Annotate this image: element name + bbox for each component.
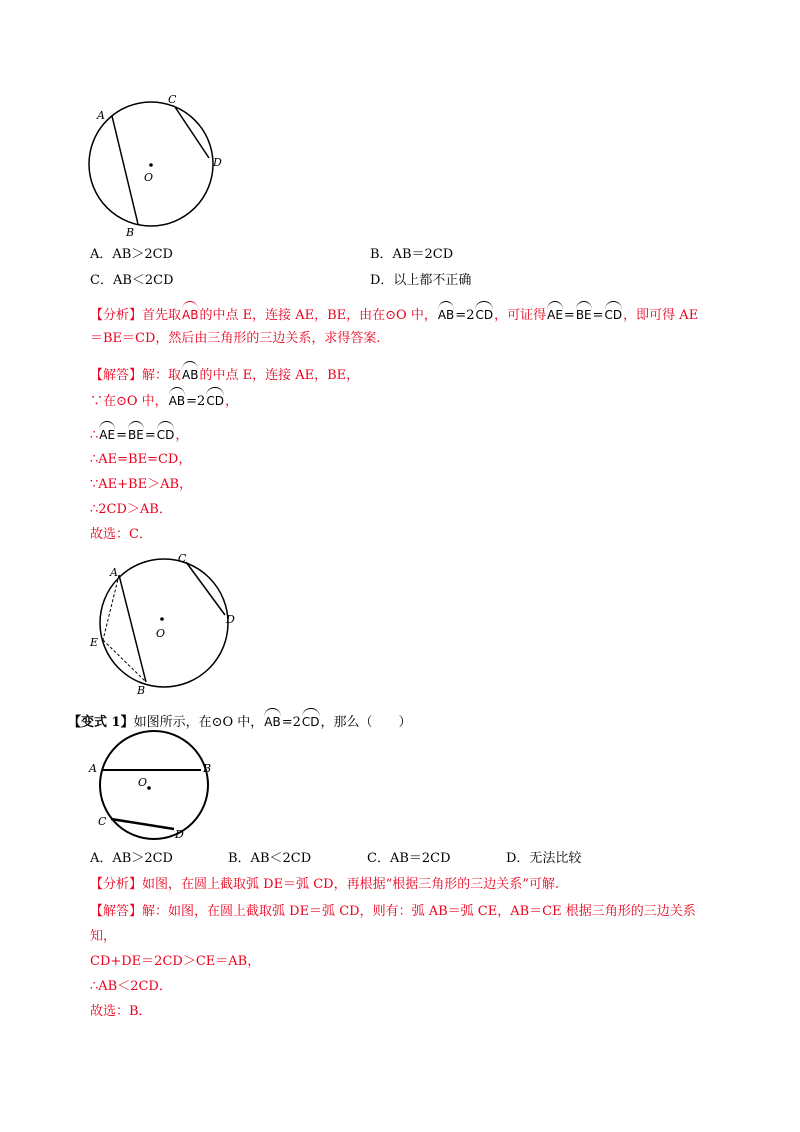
label-o: O [156, 627, 166, 640]
analysis-2: 【分析】如图，在圆上截取弧 DE＝弧 CD，再根据“根据三角形的三边关系”可解. [90, 877, 559, 892]
solution-1-line-6: ∴2CD＞AB． [90, 502, 172, 517]
circle-figure-1 [82, 88, 232, 238]
solution-2-line-2: 知， [90, 929, 117, 944]
option-a: A．AB＞2CD [90, 851, 173, 866]
solution-1-line-1: 【解答】解：取AB的中点 E，连接 AE，BE， [90, 360, 359, 385]
solution-1-line-3: ∴AE=BE=CD， [90, 420, 188, 445]
label-o: O [144, 171, 154, 184]
option-c: C．AB＝2CD [367, 851, 451, 866]
option-d: D．以上都不正确 [370, 273, 472, 288]
solution-1-line-2: ∵在⊙O 中，AB=2CD， [90, 386, 238, 411]
circle-figure-3 [84, 728, 224, 846]
option-c: C．AB＜2CD [90, 273, 174, 288]
label-c: C [178, 552, 187, 565]
label-a: A [110, 566, 118, 579]
label-d: D [213, 156, 222, 169]
option-a: A．AB＞2CD [90, 247, 173, 262]
solution-1-line-7: 故选：C． [90, 527, 152, 542]
label-c: C [168, 93, 177, 106]
circle-figure-2 [85, 548, 245, 698]
label-d: D [226, 613, 235, 626]
analysis-1-line-2: ＝BE＝CD，然后由三角形的三边关系，求得答案. [90, 331, 381, 346]
solution-2-line-5: 故选：B． [90, 1004, 152, 1019]
analysis-1-line-1: 【分析】首先取AB的中点 E，连接 AE，BE，由在⊙O 中，AB=2CD，可证得AE=BE=CD，即可得 AE [90, 300, 698, 325]
label-o: O [138, 776, 148, 789]
label-a: A [97, 109, 105, 122]
solution-2-line-3: CD+DE＝2CD＞CE＝AB， [90, 954, 261, 969]
label-b: B [203, 762, 212, 775]
label-e: E [90, 636, 99, 649]
label-c: C [98, 815, 107, 828]
solution-1-line-5: ∵AE+BE＞AB， [90, 477, 193, 492]
label-a: A [89, 762, 97, 775]
solution-2-line-1: 【解答】解：如图，在圆上截取弧 DE＝弧 CD，则有：弧 AB＝弧 CE，AB＝CE 根据三角形的三边关系 [90, 904, 696, 919]
option-b: B．AB＝2CD [370, 247, 454, 262]
option-b: B．AB＜2CD [228, 851, 312, 866]
label-d: D [175, 828, 184, 841]
solution-1-line-4: ∴AE=BE=CD， [90, 452, 192, 467]
label-b: B [137, 684, 146, 697]
variant-1-question: 【变式 1】如图所示，在⊙O 中，AB=2CD，那么（ ） [68, 707, 412, 732]
label-b: B [126, 226, 135, 238]
solution-2-line-4: ∴AB＜2CD． [90, 979, 172, 994]
option-d: D．无法比较 [506, 851, 582, 866]
